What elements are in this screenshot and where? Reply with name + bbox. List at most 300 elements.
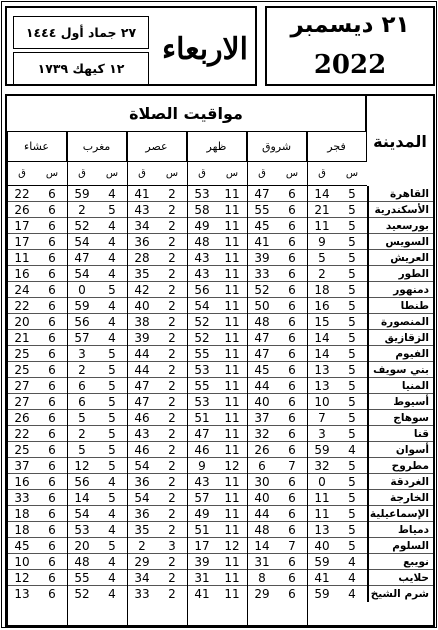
isha-minute: 20 [14, 315, 30, 329]
isha-minute: 26 [14, 203, 30, 217]
maghrib-hour: 5 [108, 283, 116, 297]
maghrib-hour: 4 [108, 507, 116, 521]
isha-minute: 24 [14, 283, 30, 297]
table-row [7, 378, 433, 394]
maghrib-hour: 5 [108, 443, 116, 457]
shorouq-hour: 6 [288, 555, 296, 569]
shorouq-minute: 39 [254, 251, 270, 265]
column-divider [247, 132, 248, 625]
fajr-minute: 5 [318, 251, 326, 265]
gregorian-year: 2022 [313, 50, 387, 80]
city-name: الإسماعيلية [367, 506, 433, 522]
dhuhr-hour: 11 [224, 523, 240, 537]
table-row [7, 586, 433, 602]
dhuhr-minute: 55 [194, 379, 210, 393]
column-divider [187, 132, 188, 625]
minute-unit-label: ق [67, 162, 97, 186]
isha-minute: 27 [14, 379, 30, 393]
isha-minute: 17 [14, 235, 30, 249]
maghrib-minute: 59 [74, 187, 90, 201]
isha-hour: 6 [48, 411, 56, 425]
maghrib-hour: 5 [108, 427, 116, 441]
asr-hour: 2 [168, 203, 176, 217]
hour-unit-label: س [217, 162, 247, 186]
isha-minute: 18 [14, 523, 30, 537]
city-name: نويبع [367, 554, 433, 570]
dhuhr-hour: 11 [224, 251, 240, 265]
isha-minute: 12 [14, 571, 30, 585]
asr-minute: 40 [134, 299, 150, 313]
isha-hour: 6 [48, 315, 56, 329]
shorouq-hour: 6 [288, 251, 296, 265]
isha-hour: 6 [48, 523, 56, 537]
maghrib-hour: 5 [108, 395, 116, 409]
shorouq-minute: 45 [254, 219, 270, 233]
dhuhr-minute: 49 [194, 219, 210, 233]
fajr-hour: 5 [348, 283, 356, 297]
date-header [2, 2, 436, 90]
isha-hour: 6 [48, 587, 56, 601]
asr-hour: 2 [168, 459, 176, 473]
asr-hour: 2 [168, 251, 176, 265]
table-row [7, 362, 433, 378]
dhuhr-minute: 43 [194, 251, 210, 265]
hour-unit-label: س [337, 162, 367, 186]
fajr-minute: 11 [314, 219, 330, 233]
shorouq-minute: 41 [254, 235, 270, 249]
isha-minute: 22 [14, 187, 30, 201]
fajr-minute: 41 [314, 571, 330, 585]
asr-minute: 38 [134, 315, 150, 329]
fajr-hour: 5 [348, 523, 356, 537]
city-name: طنطا [367, 298, 433, 314]
maghrib-minute: 57 [74, 331, 90, 345]
table-row [7, 218, 433, 234]
fajr-hour: 5 [348, 299, 356, 313]
shorouq-hour: 6 [288, 363, 296, 377]
shorouq-hour: 6 [288, 299, 296, 313]
coptic-date: ١٢ كيهك ١٧٣٩ [13, 52, 149, 85]
dhuhr-minute: 46 [194, 443, 210, 457]
shorouq-minute: 47 [254, 331, 270, 345]
fajr-minute: 14 [314, 331, 330, 345]
asr-hour: 2 [168, 315, 176, 329]
asr-minute: 44 [134, 363, 150, 377]
asr-hour: 3 [168, 539, 176, 553]
dhuhr-minute: 51 [194, 523, 210, 537]
fajr-hour: 5 [348, 235, 356, 249]
maghrib-minute: 47 [74, 251, 90, 265]
fajr-hour: 5 [348, 203, 356, 217]
day-name: الاربعاء [162, 31, 249, 67]
isha-hour: 6 [48, 203, 56, 217]
city-name: الزقازيق [367, 330, 433, 346]
asr-hour: 2 [168, 363, 176, 377]
fajr-minute: 11 [314, 507, 330, 521]
city-name: قنا [367, 426, 433, 442]
isha-minute: 21 [14, 331, 30, 345]
dhuhr-hour: 11 [224, 587, 240, 601]
city-name: المنيا [367, 378, 433, 394]
fajr-hour: 4 [348, 587, 356, 601]
fajr-hour: 5 [348, 507, 356, 521]
dhuhr-hour: 11 [224, 315, 240, 329]
maghrib-minute: 0 [78, 283, 86, 297]
shorouq-minute: 55 [254, 203, 270, 217]
city-name: الأسكندرية [367, 202, 433, 218]
asr-minute: 43 [134, 427, 150, 441]
dhuhr-minute: 55 [194, 347, 210, 361]
dhuhr-minute: 17 [194, 539, 210, 553]
shorouq-hour: 6 [288, 267, 296, 281]
shorouq-hour: 6 [288, 427, 296, 441]
shorouq-minute: 52 [254, 283, 270, 297]
maghrib-hour: 4 [108, 219, 116, 233]
asr-hour: 2 [168, 507, 176, 521]
maghrib-minute: 12 [74, 459, 90, 473]
fajr-minute: 16 [314, 299, 330, 313]
dhuhr-minute: 49 [194, 507, 210, 521]
shorouq-minute: 31 [254, 555, 270, 569]
asr-hour: 2 [168, 427, 176, 441]
maghrib-minute: 56 [74, 315, 90, 329]
isha-minute: 22 [14, 299, 30, 313]
isha-minute: 13 [14, 587, 30, 601]
asr-hour: 2 [168, 219, 176, 233]
asr-minute: 46 [134, 443, 150, 457]
fajr-hour: 5 [348, 411, 356, 425]
maghrib-minute: 54 [74, 507, 90, 521]
table-row [7, 250, 433, 266]
table-row [7, 538, 433, 554]
table-row [7, 298, 433, 314]
asr-minute: 28 [134, 251, 150, 265]
dhuhr-hour: 11 [224, 427, 240, 441]
column-divider [127, 132, 128, 625]
dhuhr-minute: 41 [194, 587, 210, 601]
dhuhr-minute: 39 [194, 555, 210, 569]
maghrib-hour: 4 [108, 299, 116, 313]
asr-hour: 2 [168, 299, 176, 313]
table-row [7, 442, 433, 458]
fajr-hour: 5 [348, 187, 356, 201]
asr-minute: 43 [134, 203, 150, 217]
dhuhr-minute: 54 [194, 299, 210, 313]
table-row [7, 314, 433, 330]
maghrib-minute: 52 [74, 587, 90, 601]
shorouq-hour: 6 [288, 523, 296, 537]
isha-hour: 6 [48, 267, 56, 281]
dhuhr-minute: 58 [194, 203, 210, 217]
table-row [7, 266, 433, 282]
maghrib-hour: 4 [108, 475, 116, 489]
maghrib-minute: 6 [78, 395, 86, 409]
table-title: مواقيت الصلاة [7, 96, 367, 132]
prayer-header-asr: عصر [127, 132, 187, 162]
prayer-header-maghrib: مغرب [67, 132, 127, 162]
isha-hour: 6 [48, 331, 56, 345]
maghrib-hour: 5 [108, 203, 116, 217]
fajr-hour: 5 [348, 347, 356, 361]
fajr-minute: 59 [314, 587, 330, 601]
asr-minute: 46 [134, 411, 150, 425]
city-name: الفيوم [367, 346, 433, 362]
maghrib-hour: 4 [108, 587, 116, 601]
fajr-minute: 7 [318, 411, 326, 425]
fajr-hour: 5 [348, 315, 356, 329]
shorouq-hour: 6 [288, 315, 296, 329]
asr-hour: 2 [168, 523, 176, 537]
table-row [7, 490, 433, 506]
fajr-minute: 21 [314, 203, 330, 217]
asr-hour: 2 [168, 475, 176, 489]
isha-hour: 6 [48, 491, 56, 505]
shorouq-hour: 6 [288, 411, 296, 425]
maghrib-minute: 5 [78, 411, 86, 425]
city-name: حلايب [367, 570, 433, 586]
isha-minute: 45 [14, 539, 30, 553]
asr-minute: 36 [134, 507, 150, 521]
table-row [7, 474, 433, 490]
fajr-hour: 5 [348, 251, 356, 265]
asr-hour: 2 [168, 443, 176, 457]
shorouq-hour: 6 [288, 187, 296, 201]
table-row [7, 410, 433, 426]
dhuhr-minute: 43 [194, 475, 210, 489]
isha-minute: 37 [14, 459, 30, 473]
isha-hour: 6 [48, 443, 56, 457]
fajr-hour: 5 [348, 379, 356, 393]
asr-hour: 2 [168, 283, 176, 297]
asr-hour: 2 [168, 411, 176, 425]
asr-minute: 42 [134, 283, 150, 297]
shorouq-hour: 6 [288, 475, 296, 489]
shorouq-minute: 47 [254, 187, 270, 201]
fajr-minute: 40 [314, 539, 330, 553]
asr-hour: 2 [168, 187, 176, 201]
dhuhr-hour: 11 [224, 443, 240, 457]
gregorian-date: ٢١ ديسمبر [290, 12, 410, 38]
table-row [7, 554, 433, 570]
isha-minute: 18 [14, 507, 30, 521]
dhuhr-hour: 11 [224, 395, 240, 409]
dhuhr-minute: 51 [194, 411, 210, 425]
city-name: أسيوط [367, 394, 433, 410]
gregorian-date-box [265, 6, 435, 86]
asr-minute: 33 [134, 587, 150, 601]
maghrib-hour: 4 [108, 523, 116, 537]
maghrib-hour: 4 [108, 251, 116, 265]
minute-unit-label: ق [127, 162, 157, 186]
hijri-coptic-box [5, 6, 257, 86]
fajr-minute: 59 [314, 555, 330, 569]
asr-minute: 54 [134, 459, 150, 473]
maghrib-minute: 5 [78, 443, 86, 457]
shorouq-minute: 50 [254, 299, 270, 313]
fajr-minute: 11 [314, 491, 330, 505]
fajr-minute: 18 [314, 283, 330, 297]
isha-hour: 6 [48, 395, 56, 409]
dhuhr-hour: 11 [224, 363, 240, 377]
isha-minute: 17 [14, 219, 30, 233]
isha-minute: 33 [14, 491, 30, 505]
fajr-minute: 15 [314, 315, 330, 329]
table-row [7, 186, 433, 202]
shorouq-hour: 6 [288, 395, 296, 409]
city-name: دمياط [367, 522, 433, 538]
dhuhr-minute: 31 [194, 571, 210, 585]
asr-hour: 2 [168, 587, 176, 601]
shorouq-minute: 47 [254, 347, 270, 361]
maghrib-minute: 54 [74, 267, 90, 281]
isha-hour: 6 [48, 363, 56, 377]
dhuhr-minute: 57 [194, 491, 210, 505]
isha-hour: 6 [48, 235, 56, 249]
minute-unit-label: ق [187, 162, 217, 186]
maghrib-minute: 2 [78, 363, 86, 377]
maghrib-minute: 2 [78, 203, 86, 217]
fajr-minute: 14 [314, 347, 330, 361]
table-row [7, 234, 433, 250]
shorouq-hour: 6 [288, 587, 296, 601]
maghrib-minute: 6 [78, 379, 86, 393]
isha-hour: 6 [48, 459, 56, 473]
fajr-hour: 4 [348, 571, 356, 585]
fajr-minute: 14 [314, 187, 330, 201]
shorouq-minute: 37 [254, 411, 270, 425]
fajr-minute: 32 [314, 459, 330, 473]
shorouq-hour: 6 [288, 571, 296, 585]
dhuhr-hour: 11 [224, 219, 240, 233]
maghrib-minute: 2 [78, 427, 86, 441]
isha-minute: 25 [14, 347, 30, 361]
city-name: مطروح [367, 458, 433, 474]
city-name: القاهرة [367, 186, 433, 202]
fajr-hour: 5 [348, 427, 356, 441]
fajr-minute: 2 [318, 267, 326, 281]
shorouq-hour: 6 [288, 379, 296, 393]
fajr-hour: 5 [348, 491, 356, 505]
dhuhr-hour: 12 [224, 539, 240, 553]
shorouq-minute: 40 [254, 491, 270, 505]
asr-minute: 47 [134, 395, 150, 409]
prayer-header-dhuhr: ظهر [187, 132, 247, 162]
isha-minute: 10 [14, 555, 30, 569]
fajr-minute: 0 [318, 475, 326, 489]
table-row [7, 570, 433, 586]
isha-hour: 6 [48, 571, 56, 585]
dhuhr-hour: 11 [224, 571, 240, 585]
table-row [7, 346, 433, 362]
table-row [7, 394, 433, 410]
shorouq-hour: 6 [288, 507, 296, 521]
maghrib-minute: 3 [78, 347, 86, 361]
city-name: سوهاج [367, 410, 433, 426]
shorouq-minute: 26 [254, 443, 270, 457]
city-name: شرم الشيخ [367, 586, 433, 602]
prayer-header-fajr: فجر [307, 132, 367, 162]
maghrib-hour: 4 [108, 331, 116, 345]
city-name: الخارجة [367, 490, 433, 506]
asr-minute: 29 [134, 555, 150, 569]
city-name: السويس [367, 234, 433, 250]
isha-hour: 6 [48, 539, 56, 553]
dhuhr-hour: 11 [224, 379, 240, 393]
asr-minute: 44 [134, 347, 150, 361]
fajr-hour: 5 [348, 475, 356, 489]
column-divider [7, 132, 8, 625]
hour-unit-label: س [277, 162, 307, 186]
minute-unit-label: ق [247, 162, 277, 186]
dhuhr-hour: 11 [224, 555, 240, 569]
dhuhr-hour: 11 [224, 235, 240, 249]
dhuhr-hour: 11 [224, 299, 240, 313]
shorouq-minute: 30 [254, 475, 270, 489]
asr-minute: 47 [134, 379, 150, 393]
asr-minute: 34 [134, 219, 150, 233]
isha-hour: 6 [48, 347, 56, 361]
dhuhr-hour: 11 [224, 331, 240, 345]
minute-unit-label: ق [307, 162, 337, 186]
shorouq-minute: 48 [254, 523, 270, 537]
maghrib-minute: 53 [74, 523, 90, 537]
asr-hour: 2 [168, 571, 176, 585]
dhuhr-hour: 11 [224, 411, 240, 425]
shorouq-hour: 6 [288, 331, 296, 345]
asr-minute: 36 [134, 235, 150, 249]
maghrib-hour: 4 [108, 235, 116, 249]
fajr-minute: 59 [314, 443, 330, 457]
asr-hour: 2 [168, 491, 176, 505]
fajr-minute: 10 [314, 395, 330, 409]
maghrib-hour: 4 [108, 571, 116, 585]
isha-hour: 6 [48, 251, 56, 265]
isha-hour: 6 [48, 427, 56, 441]
dhuhr-hour: 11 [224, 347, 240, 361]
maghrib-hour: 4 [108, 555, 116, 569]
fajr-hour: 5 [348, 219, 356, 233]
shorouq-minute: 29 [254, 587, 270, 601]
shorouq-hour: 6 [288, 491, 296, 505]
fajr-hour: 4 [348, 555, 356, 569]
table-body [7, 186, 433, 602]
asr-minute: 41 [134, 187, 150, 201]
asr-hour: 2 [168, 555, 176, 569]
dhuhr-minute: 43 [194, 267, 210, 281]
dhuhr-hour: 12 [224, 459, 240, 473]
shorouq-hour: 6 [288, 203, 296, 217]
dhuhr-hour: 11 [224, 475, 240, 489]
maghrib-minute: 56 [74, 475, 90, 489]
fajr-hour: 5 [348, 395, 356, 409]
isha-hour: 6 [48, 475, 56, 489]
asr-minute: 34 [134, 571, 150, 585]
maghrib-minute: 59 [74, 299, 90, 313]
hijri-date: ٢٧ جماد أول ١٤٤٤ [13, 16, 149, 49]
maghrib-hour: 5 [108, 347, 116, 361]
prayer-header-shorouq: شروق [247, 132, 307, 162]
fajr-minute: 3 [318, 427, 326, 441]
dhuhr-minute: 56 [194, 283, 210, 297]
isha-minute: 11 [14, 251, 30, 265]
minute-unit-label: ق [7, 162, 37, 186]
dhuhr-minute: 9 [198, 459, 206, 473]
shorouq-minute: 44 [254, 507, 270, 521]
asr-hour: 2 [168, 395, 176, 409]
isha-minute: 22 [14, 427, 30, 441]
maghrib-minute: 55 [74, 571, 90, 585]
maghrib-hour: 5 [108, 379, 116, 393]
